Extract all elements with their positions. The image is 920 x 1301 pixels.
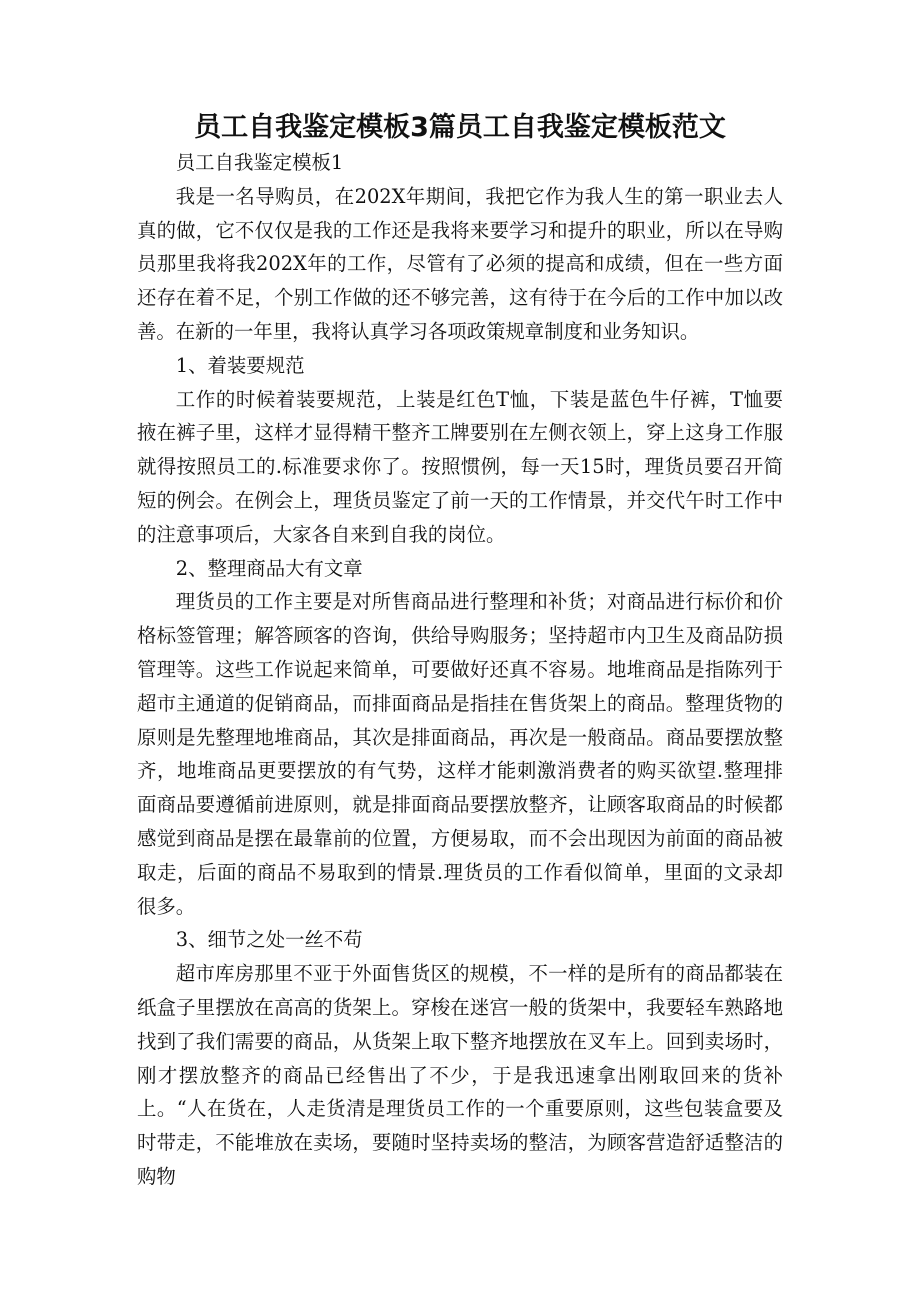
section-heading: 2、整理商品大有文章 <box>175 556 363 580</box>
section-heading: 3、细节之处一丝不苟 <box>175 928 363 952</box>
body-paragraph: 工作的时候着装要规范，上装是红色T恤，下装是蓝色牛仔裤，T恤要掖在裤子里，这样才显得精干整齐工牌要别在左侧衣领上，穿上这身工作服就得按照员工的.标准要求你了。按照惯例，每一天15时，理货员要召开简短的例会。在例会上，理货员鉴定了前一天的工作情景，并交代午时工作中的注意事项后，大家各自来到自我的岗位。 <box>137 387 783 546</box>
section-heading: 1、着装要规范 <box>175 353 305 377</box>
body-paragraph: 理货员的工作主要是对所售商品进行整理和补货；对商品进行标价和价格标签管理；解答顾客的咨询，供给导购服务；坚持超市内卫生及商品防损管理等。这些工作说起来简单，可要做好还真不容易。地堆商品是指陈列于超市主通道的促销商品，而排面商品是指挂在售货架上的商品。整理货物的原则是先整理地堆商品，其次是排面商品，再次是一般商品。商品要摆放整齐，地堆商品更要摆放的有气势，这样才能刺激消费者的购买欲望.整理排面商品要遵循前进原则，就是排面商品要摆放整齐，让顾客取商品的时候都感觉到商品是摆在最靠前的位置，方便易取，而不会出现因为前面的商品被取走，后面的商品不易取到的情景.理货员的工作看似简单，里面的文录却很多。 <box>137 590 783 918</box>
document-body <box>137 146 783 1194</box>
body-paragraph: 超市库房那里不亚于外面售货区的规模，不一样的是所有的商品都装在纸盒子里摆放在高高的货架上。穿梭在迷宫一般的货架中，我要轻车熟路地找到了我们需要的商品，从货架上取下整齐地摆放在叉车上。回到卖场时，刚才摆放整齐的商品已经售出了不少，于是我迅速拿出刚取回来的货补上。“人在货在，人走货清是理货员工作的一个重要原则，这些包装盒要及时带走，不能堆放在卖场，要随时坚持卖场的整洁，为顾客营造舒适整洁的购物 <box>137 962 783 1188</box>
document-title: 员工自我鉴定模板3篇员工自我鉴定模板范文 <box>194 112 726 143</box>
section-heading: 员工自我鉴定模板1 <box>175 151 344 174</box>
body-paragraph: 我是一名导购员，在202X年期间，我把它作为我人生的第一职业去人真的做，它不仅仅是我的工作还是我将来要学习和提升的职业，所以在导购员那里我将我202X年的工作，尽管有了必须的提高和成绩，但在一些方面还存在着不足，个别工作做的还不够完善，这有待于在今后的工作中加以改善。在新的一年里，我将认真学习各项政策规章制度和业务知识。 <box>137 184 783 343</box>
